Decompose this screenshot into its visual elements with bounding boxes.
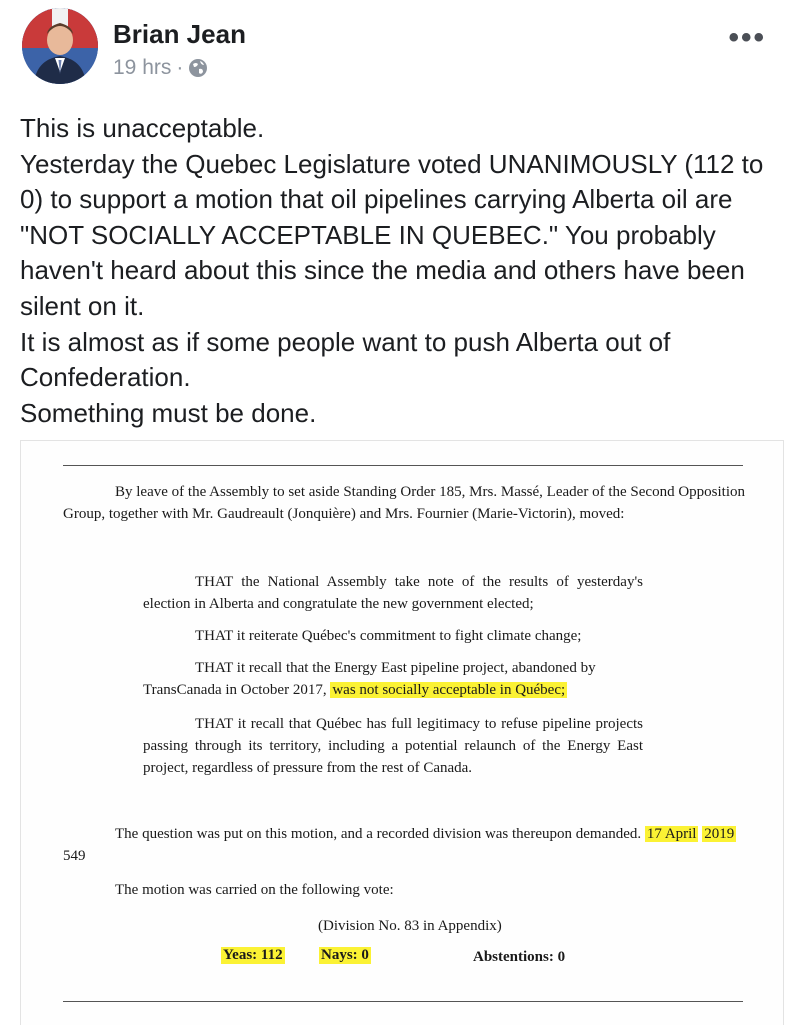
post-line: It is almost as if some people want to push Alberta out of Confederation. [20,326,671,393]
highlight-date: 17 April [646,826,697,842]
question-text: The question was put on this motion, and a recorded division was thereupon demanded. [115,826,642,842]
top-rule [63,465,743,466]
highlight-not-acceptable: was not socially acceptable in Québec; [332,682,566,698]
meta-separator: · [176,56,184,79]
clause-3-text: THAT it recall that the Energy East pipeline project, abandoned by TransCanada in October 2017, [143,660,596,698]
post-line: This is unacceptable. [20,113,265,143]
author-name[interactable]: Brian Jean [113,19,246,49]
question-paragraph [63,823,745,867]
motion-clause-3 [143,657,643,701]
post-time[interactable]: 19 hrs [113,56,172,79]
motion-clause-4: THAT it recall that Québec has full legitimacy to refuse pipeline projects passing through its territory, including a potential relaunch of the Energy East project, regardless of pressure from the rest of Canada. [143,716,643,776]
yeas-count: Yeas: 112 [223,947,283,963]
post-meta [113,56,208,80]
more-options-button[interactable]: ••• [728,21,766,54]
avatar[interactable] [22,8,98,84]
post-body [20,111,790,431]
globe-icon [188,58,208,78]
page-number: 549 [63,848,86,864]
division-number: (Division No. 83 in Appendix) [318,918,502,934]
motion-carried: The motion was carried on the following vote: [115,882,394,898]
attached-document-image[interactable] [20,440,784,1025]
nays-count: Nays: 0 [321,947,369,963]
motion-clause-2: THAT it reiterate Québec's commitment to fight climate change; [195,628,582,644]
highlight-year: 2019 [704,826,735,842]
post-line: Yesterday the Quebec Legislature voted UNANIMOUSLY (112 to 0) to support a motion that oil pipelines carrying Alberta oil are "NOT SOCIALLY ACCEPTABLE IN QUEBEC." You probably haven't heard about this since the media and others have been silent on it. [20,148,764,321]
motion-clause-1: THAT the National Assembly take note of the results of yesterday's election in Alberta and congratulate the new government elected; [143,574,643,612]
abstentions-count: Abstentions: 0 [473,949,566,965]
motion-intro: By leave of the Assembly to set aside Standing Order 185, Mrs. Massé, Leader of the Second Opposition Group, together with Mr. Gaudreault (Jonquière) and Mrs. Fournier (Marie-Victorin), moved: [63,484,745,522]
bottom-rule [63,1001,743,1002]
post-line: Something must be done. [20,397,317,428]
post-header [0,0,798,100]
